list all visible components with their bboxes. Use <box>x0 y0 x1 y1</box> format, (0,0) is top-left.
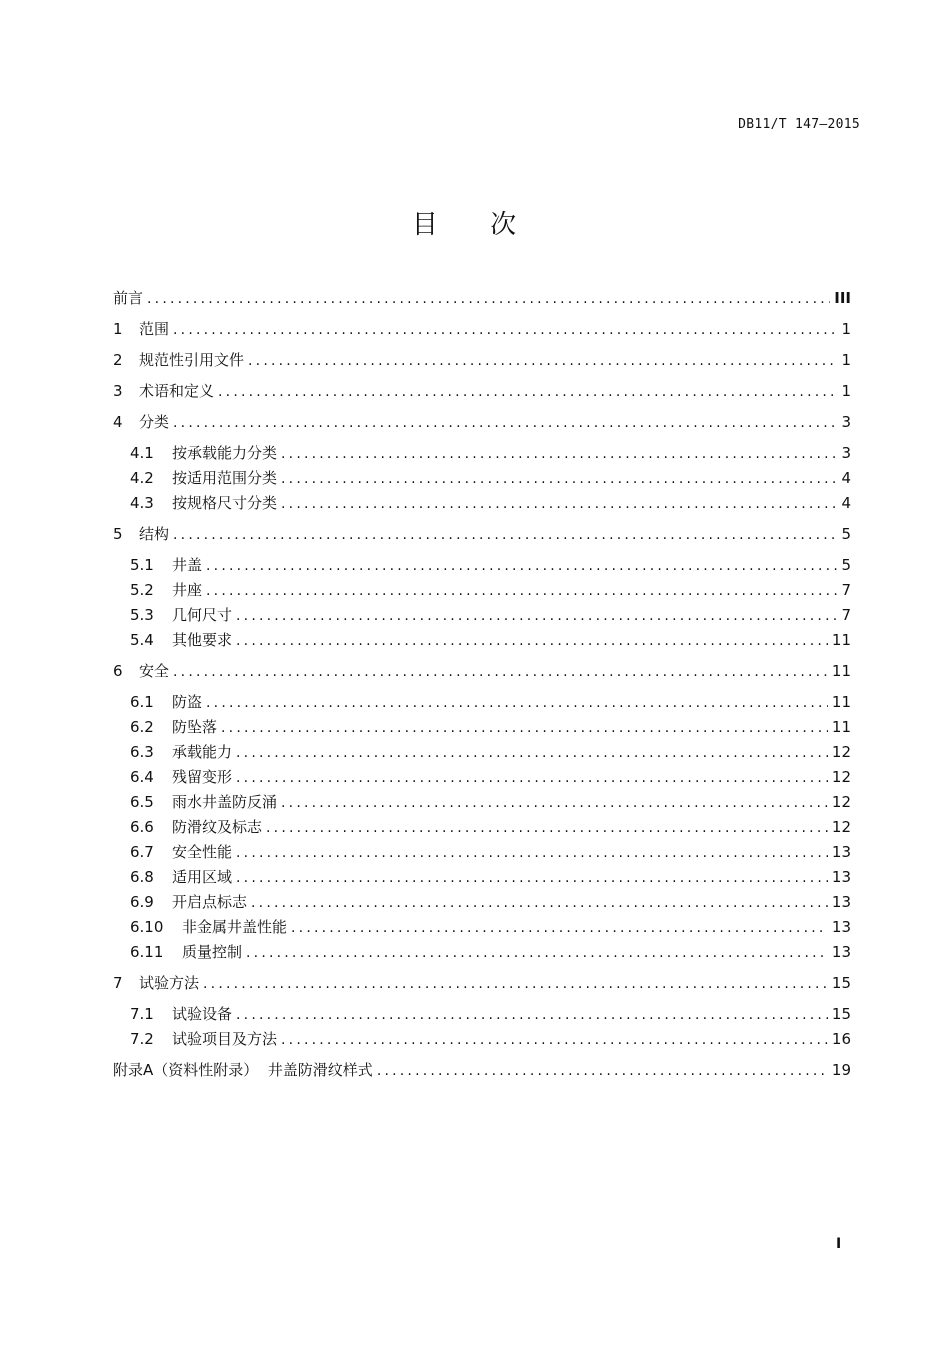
toc-entry-label: 残留变形 <box>172 768 233 786</box>
toc-entry[interactable] <box>113 840 851 865</box>
toc-leader-dots <box>236 1003 828 1027</box>
toc-entry-label: 分类 <box>139 413 170 431</box>
toc-entry-label: 几何尺寸 <box>172 606 233 624</box>
toc-entry-number: 4 <box>113 413 123 431</box>
toc-entry-number: 7 <box>113 974 123 992</box>
toc-entry-label: 按规格尺寸分类 <box>172 494 278 512</box>
toc-entry-page: 5 <box>841 525 851 543</box>
toc-entry-label: 防滑纹及标志 <box>172 818 263 836</box>
toc-leader-dots <box>206 579 837 603</box>
toc-leader-dots <box>246 941 828 965</box>
toc-entry-page: 15 <box>831 1005 851 1023</box>
toc-entry[interactable] <box>113 890 851 915</box>
toc-leader-dots <box>203 972 828 996</box>
toc-entry[interactable] <box>113 286 851 311</box>
toc-entry-page: 3 <box>841 413 851 431</box>
toc-entry-page: 13 <box>831 843 851 861</box>
toc-entry-number: 6.9 <box>130 893 154 911</box>
toc-entry-page: 1 <box>841 382 851 400</box>
toc-entry-number: 4.1 <box>130 444 154 462</box>
toc-entry-number: 6.10 <box>130 918 164 936</box>
toc-entry-label: 安全 <box>139 662 170 680</box>
toc-entry-label: 防盗 <box>172 693 203 711</box>
toc-entry[interactable] <box>113 379 851 404</box>
toc-entry-number: 6.7 <box>130 843 154 861</box>
toc-entry-number: 5 <box>113 525 123 543</box>
toc-entry-number: 5.4 <box>130 631 154 649</box>
toc-entry-page: 12 <box>831 768 851 786</box>
toc-entry[interactable] <box>113 971 851 996</box>
toc-entry-label: 按承载能力分类 <box>172 444 278 462</box>
toc-entry[interactable] <box>113 466 851 491</box>
toc-leader-dots <box>377 1059 828 1083</box>
toc-entry[interactable] <box>113 659 851 684</box>
toc-entry-label: 试验设备 <box>172 1005 233 1023</box>
toc-entry-page: 16 <box>831 1030 851 1048</box>
toc-entry[interactable] <box>113 317 851 342</box>
toc-leader-dots <box>266 816 828 840</box>
toc-entry-page: 1 <box>841 320 851 338</box>
toc-entry-page: 12 <box>831 793 851 811</box>
toc-leader-dots <box>236 604 837 628</box>
toc-entry-number: 6 <box>113 662 123 680</box>
toc-entry[interactable] <box>113 522 851 547</box>
toc-leader-dots <box>236 866 828 890</box>
toc-entry-label: 雨水井盖防反涌 <box>172 793 278 811</box>
toc-entry[interactable] <box>113 1058 851 1083</box>
toc-entry[interactable] <box>113 491 851 516</box>
toc-entry-number: 6.8 <box>130 868 154 886</box>
toc-entry-number: 6.4 <box>130 768 154 786</box>
toc-entry[interactable] <box>113 553 851 578</box>
toc-entry[interactable] <box>113 690 851 715</box>
toc-entry[interactable] <box>113 628 851 653</box>
document-code: DB11/T 147—2015 <box>738 117 860 132</box>
toc-entry-number: 4.3 <box>130 494 154 512</box>
toc-entry-label: 质量控制 <box>182 943 243 961</box>
toc-entry-label: 井座 <box>172 581 203 599</box>
toc-entry-page: 1 <box>841 351 851 369</box>
toc-leader-dots <box>173 660 828 684</box>
toc-entry[interactable] <box>113 815 851 840</box>
toc-entry-number: 5.2 <box>130 581 154 599</box>
toc-entry-page: 3 <box>841 444 851 462</box>
toc-entry-label: 结构 <box>139 525 170 543</box>
toc-leader-dots <box>251 891 828 915</box>
toc-entry-page: 5 <box>841 556 851 574</box>
toc-entry-page: 19 <box>831 1061 851 1079</box>
toc-entry-number: 6.6 <box>130 818 154 836</box>
toc-entry[interactable] <box>113 1027 851 1052</box>
page-title: 目 次 <box>411 210 539 240</box>
toc-entry-number: 6.2 <box>130 718 154 736</box>
toc-entry[interactable] <box>113 940 851 965</box>
toc-entry[interactable] <box>113 441 851 466</box>
toc-leader-dots <box>173 411 837 435</box>
toc-entry-label: 开启点标志 <box>172 893 248 911</box>
toc-entry-page: 13 <box>831 893 851 911</box>
toc-entry-number: 3 <box>113 382 123 400</box>
toc-leader-dots <box>218 380 837 404</box>
toc-entry-number: 7.1 <box>130 1005 154 1023</box>
toc-entry[interactable] <box>113 348 851 373</box>
toc-entry-label: 前言 <box>113 289 144 307</box>
toc-entry-page: 13 <box>831 918 851 936</box>
toc-leader-dots <box>236 629 828 653</box>
toc-entry-number: 6.3 <box>130 743 154 761</box>
toc-entry-page: 13 <box>831 943 851 961</box>
toc-entry-page: 11 <box>831 631 851 649</box>
toc-entry[interactable] <box>113 578 851 603</box>
toc-leader-dots <box>281 791 828 815</box>
toc-entry-page: 11 <box>831 662 851 680</box>
toc-leader-dots <box>173 318 837 342</box>
toc-entry-number: 6.5 <box>130 793 154 811</box>
toc-entry-label: 试验方法 <box>139 974 200 992</box>
toc-entry-label: 适用区域 <box>172 868 233 886</box>
toc-leader-dots <box>248 349 837 373</box>
toc-entry-page: 11 <box>831 718 851 736</box>
toc-entry-label: 其他要求 <box>172 631 233 649</box>
toc-entry-page: 15 <box>831 974 851 992</box>
toc-entry-page: 7 <box>841 581 851 599</box>
toc-entry-label: 术语和定义 <box>139 382 215 400</box>
toc-leader-dots <box>281 442 837 466</box>
toc-entry-label: 范围 <box>139 320 170 338</box>
toc-entry-label: 按适用范围分类 <box>172 469 278 487</box>
toc-entry-page: 7 <box>841 606 851 624</box>
table-of-contents <box>113 286 851 1083</box>
toc-entry-label: 安全性能 <box>172 843 233 861</box>
toc-entry-page: 4 <box>841 494 851 512</box>
toc-entry-number: 4.2 <box>130 469 154 487</box>
toc-entry[interactable] <box>113 410 851 435</box>
toc-entry-label: 附录A（资料性附录） 井盖防滑纹样式 <box>113 1061 373 1079</box>
toc-leader-dots <box>221 716 828 740</box>
toc-entry[interactable] <box>113 765 851 790</box>
toc-entry[interactable] <box>113 1002 851 1027</box>
toc-entry-page: 11 <box>831 693 851 711</box>
toc-leader-dots <box>236 741 828 765</box>
toc-entry-number: 5.3 <box>130 606 154 624</box>
toc-entry-page: 13 <box>831 868 851 886</box>
toc-entry[interactable] <box>113 715 851 740</box>
toc-entry-label: 井盖 <box>172 556 203 574</box>
toc-entry[interactable] <box>113 603 851 628</box>
toc-entry-label: 规范性引用文件 <box>139 351 245 369</box>
page-number: I <box>836 1236 842 1252</box>
toc-entry[interactable] <box>113 915 851 940</box>
toc-leader-dots <box>281 467 837 491</box>
toc-leader-dots <box>147 287 830 311</box>
toc-entry-page: III <box>834 289 851 307</box>
toc-entry-page: 12 <box>831 743 851 761</box>
toc-entry-number: 6.1 <box>130 693 154 711</box>
toc-leader-dots <box>291 916 828 940</box>
toc-entry-label: 试验项目及方法 <box>172 1030 278 1048</box>
toc-entry-number: 1 <box>113 320 123 338</box>
toc-entry-label: 承载能力 <box>172 743 233 761</box>
toc-leader-dots <box>236 766 828 790</box>
toc-entry-label: 防坠落 <box>172 718 218 736</box>
toc-entry[interactable] <box>113 865 851 890</box>
toc-leader-dots <box>206 691 828 715</box>
toc-entry-number: 2 <box>113 351 123 369</box>
toc-leader-dots <box>173 523 837 547</box>
toc-entry-page: 12 <box>831 818 851 836</box>
toc-entry-page: 4 <box>841 469 851 487</box>
toc-entry[interactable] <box>113 790 851 815</box>
toc-leader-dots <box>281 492 837 516</box>
toc-entry[interactable] <box>113 740 851 765</box>
toc-leader-dots <box>206 554 837 578</box>
toc-entry-number: 5.1 <box>130 556 154 574</box>
toc-entry-number: 7.2 <box>130 1030 154 1048</box>
toc-leader-dots <box>236 841 828 865</box>
toc-entry-label: 非金属井盖性能 <box>182 918 288 936</box>
toc-leader-dots <box>281 1028 828 1052</box>
toc-entry-number: 6.11 <box>130 943 164 961</box>
